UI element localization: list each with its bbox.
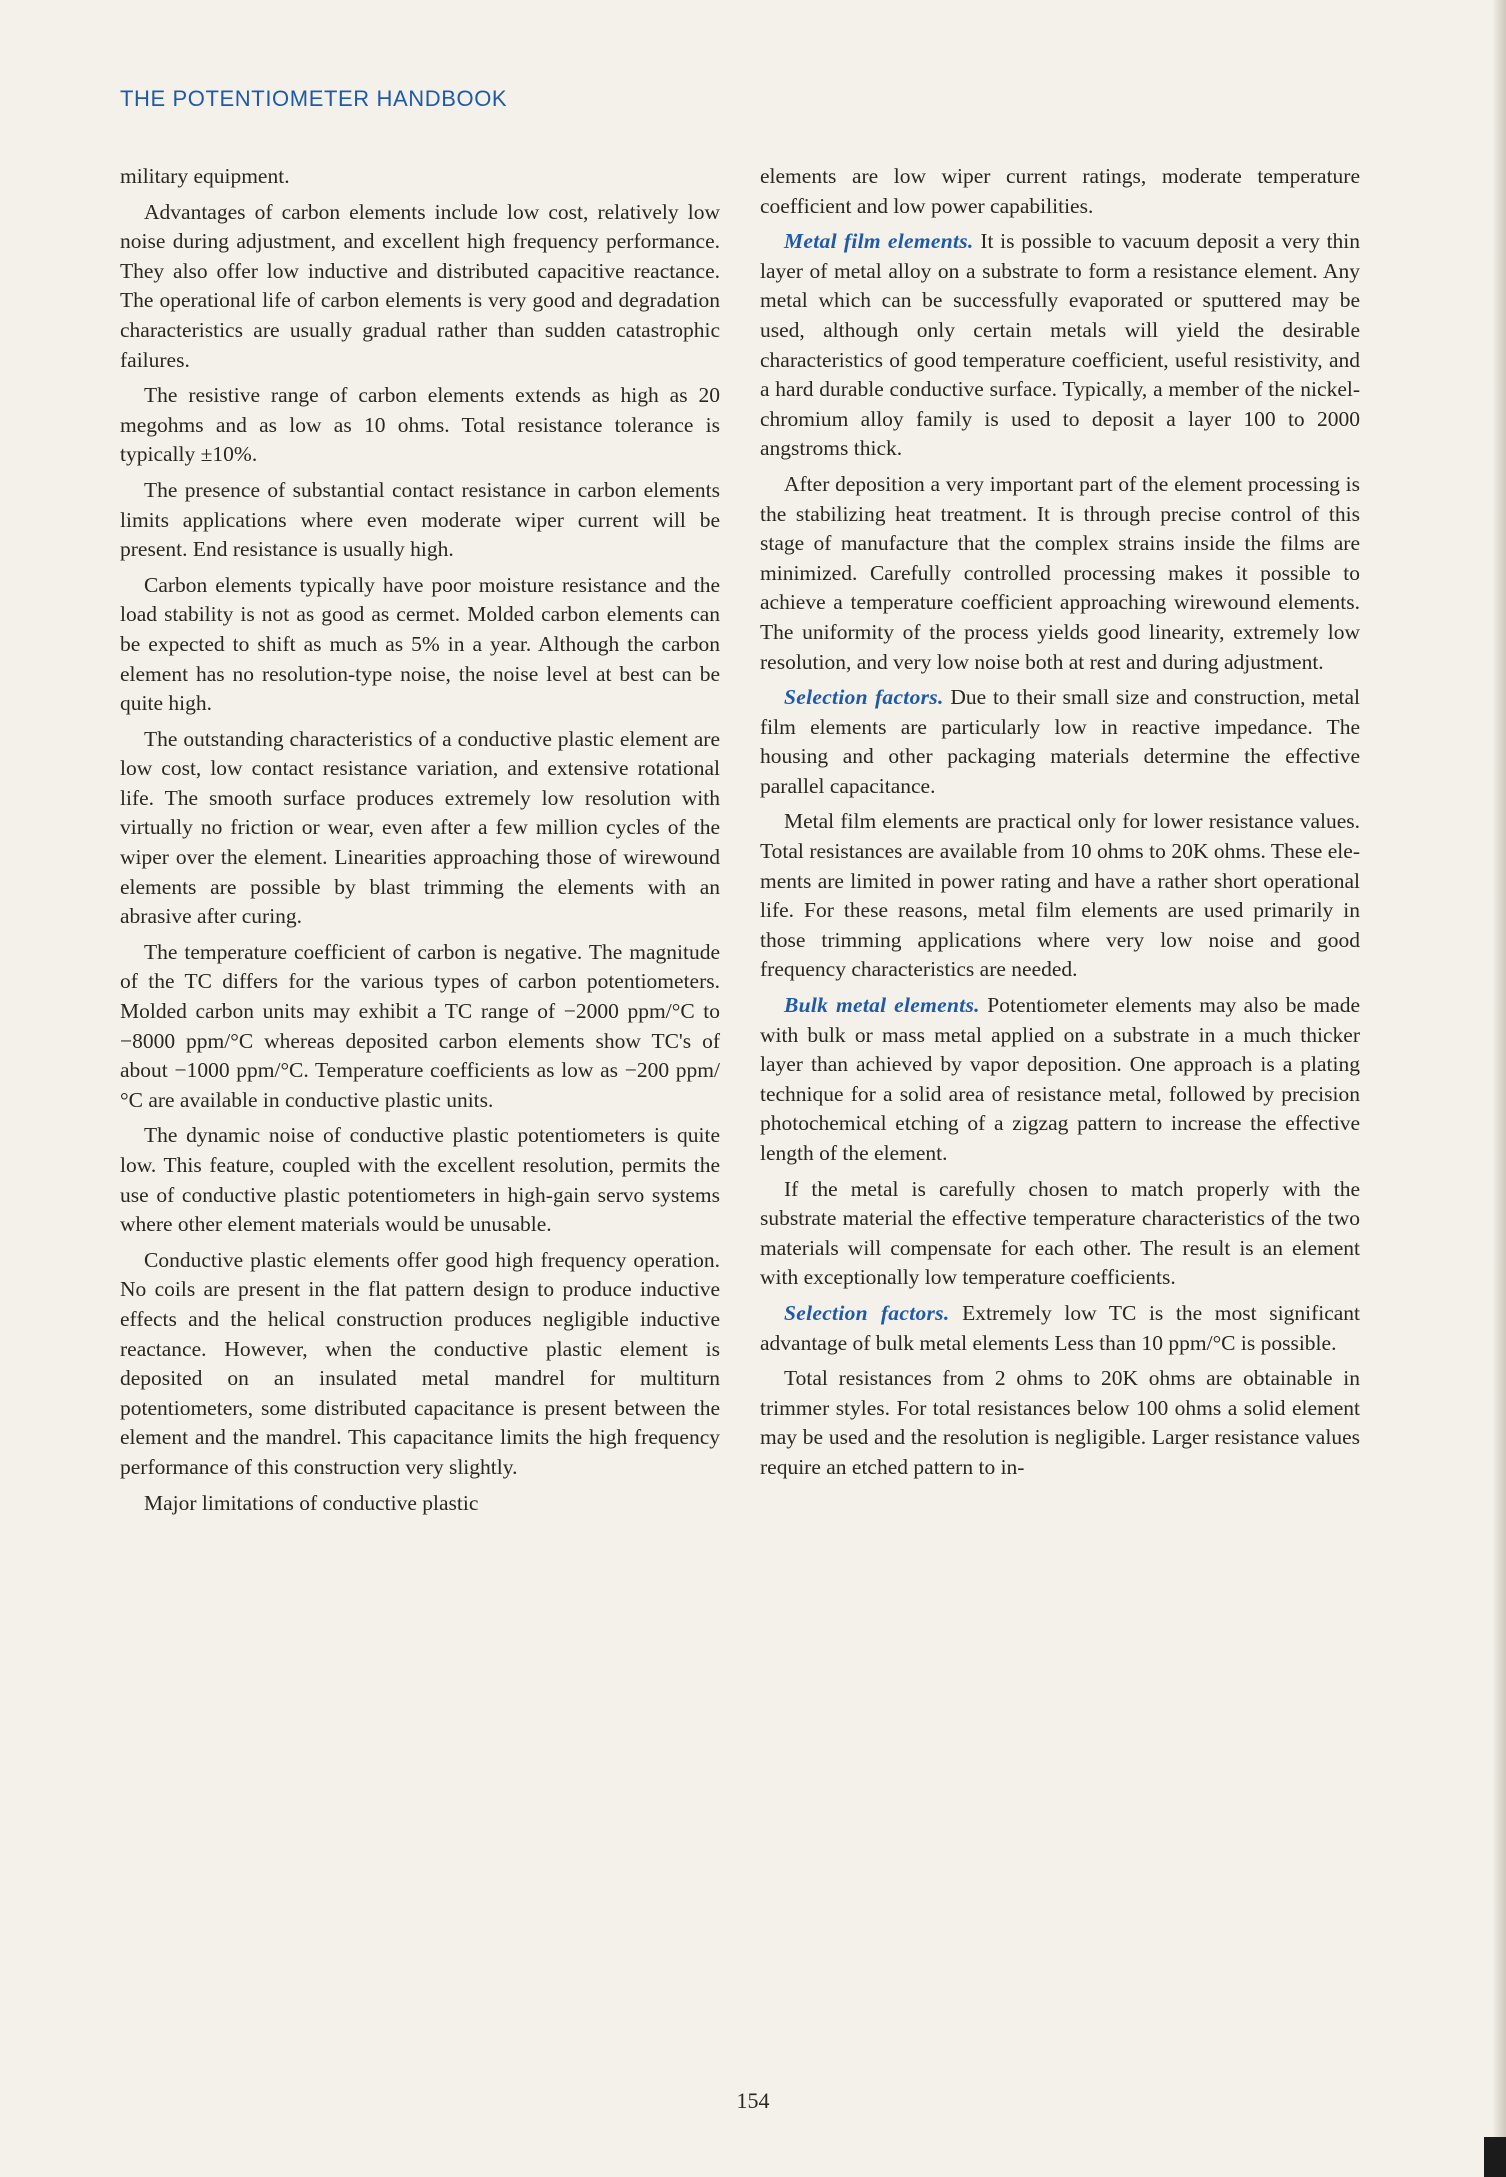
right-column <box>760 162 1360 1489</box>
paragraph: Metal film elements are practical only for lower resistance values. Total resistances are available from 10 ohms to 20K ohms. These elements are limited in power rating and have a rather short operational life. For these reasons, metal film elements are used primarily in those trimming applications where very low noise and good frequency characteristics are needed. <box>760 809 1360 982</box>
paragraph <box>760 227 1360 464</box>
corner-mark <box>1484 2137 1506 2177</box>
paragraph: The presence of substantial contact resistance in carbon elements limits applications where even moderate wiper current will be present. End resistance is usually high. <box>120 477 720 562</box>
page-number: 154 <box>736 2088 770 2113</box>
subheading-bulk-metal: Bulk metal elements. <box>784 993 980 1018</box>
paragraph: The dynamic noise of conductive plastic potentiometers is quite low. This feature, coupled with the excellent resolution, permits the use of conductive plastic potentiometers in high-gain servo systems where other element materials would be unusable. <box>120 1123 720 1237</box>
paragraph <box>760 1299 1360 1358</box>
paragraph: Advantages of carbon elements include low cost, relatively low noise during adjustment, and excellent high frequency performance. They also offer low inductive and distributed capacitive reactance. The operational life of carbon elements is very good and degradation characteristics are usually gradual rather than sudden catastrophic failures. <box>120 199 720 372</box>
paragraph: military equipment. <box>120 164 290 188</box>
subheading-metal-film: Metal film elements. <box>784 229 974 254</box>
paragraph: Major limitations of conductive plastic <box>144 1490 479 1515</box>
paragraph: The outstanding characteristics of a conductive plastic element are low cost, low contact resistance variation, and extensive rotational life. The smooth surface produces extremely low resolution with virtually no friction or wear, even after a few million cycles of the wiper over the element. Linearities approaching those of wirewound elements are possible by blast trimming the elements with an abrasive after curing. <box>120 726 720 929</box>
paragraph: The temperature coefficient of carbon is negative. The magnitude of the TC differs for the various types of carbon potentiometers. Molded carbon units may exhibit a TC range of −2000 ppm/°C to −8000 ppm/°C whereas deposited carbon elements show TC's of about −1000 ppm/°C. Temperature coefficients as low as −200 ppm/°C are available in conductive plastic units. <box>120 939 720 1112</box>
paragraph-text: Extremely low TC is the most significant advantage of bulk metal elements Less than 10 ppm/°C is possible. <box>760 1300 1361 1355</box>
page-edge-shadow <box>1492 0 1506 2177</box>
paragraph: elements are low wiper current ratings, moderate temperature coefficient and low power capabilities. <box>760 164 1360 218</box>
paragraph-text: It is possible to vacuum deposit a very thin layer of metal alloy on a substrate to form a resistance element. Any metal which can be successfully evaporated or sputtered may be used, although only certain metals will yield the desirable characteristics of good temperature coefficient, useful resistivity, and a hard durable conductive surface. Typically, a member of the nickel-chromium alloy family is used to deposit a layer 100 to 2000 angstroms thick. <box>760 229 1361 461</box>
subheading-selection-factors: Selection factors. <box>784 1300 950 1325</box>
paragraph: Total resistances from 2 ohms to 20K ohms are obtainable in trimmer styles. For total resistances below 100 ohms a solid element may be used and the resolution is negligible. Larger resistance values require an etched pattern to in- <box>760 1366 1360 1479</box>
paragraph: The resistive range of carbon elements extends as high as 20 megohms and as low as 10 ohms. Total resistance tolerance is typically ±10%. <box>120 383 720 467</box>
paragraph <box>760 683 1360 801</box>
paragraph: If the metal is carefully chosen to match properly with the substrate material the effective temperature characteristics of the two materials will compensate for each other. The result is an element with exceptionally low temperature coefficients. <box>760 1176 1360 1290</box>
paragraph: After deposition a very important part of the element processing is the stabilizing heat treatment. It is through precise control of this stage of manufacture that the complex strains inside the films are minimized. Carefully controlled processing makes it possible to achieve a temperature coefficient approaching wirewound elements. The uniformity of the process yields good linearity, extremely low resolution, and very low noise both at rest and during adjustment. <box>760 471 1360 674</box>
paragraph: Carbon elements typically have poor moisture resistance and the load stability is not as good as cermet. Molded carbon elements can be expected to shift as much as 5% in a year. Although the carbon element has no resolution-type noise, the noise level at best can be quite high. <box>120 572 720 716</box>
paragraph: Conductive plastic elements offer good high frequency operation. No coils are present in the flat pattern design to produce inductive effects and the helical construction produces negligible inductive reactance. However, when the conductive plastic element is deposited on an insulated metal mandrel for multiturn potentiometers, some distributed capacitance is present between the element and the mandrel. This capacitance limits the high frequency performance of this construction very slightly. <box>120 1247 720 1479</box>
left-column <box>120 162 720 1524</box>
running-head: THE POTENTIOMETER HANDBOOK <box>120 86 508 111</box>
paragraph <box>760 991 1360 1169</box>
paragraph-text: Potentiometer elements may also be made with bulk or mass metal applied on a substrate in a much thicker layer than achieved by vapor deposition. One approach is a plating technique for a solid area of resistance metal, followed by precision photochemical etching of a zigzag pattern to increase the effective length of the element. <box>760 993 1361 1165</box>
subheading-selection-factors: Selection factors. <box>784 685 944 710</box>
paragraph-text: Due to their small size and construction, metal film elements are particularly low in reactive impedance. The housing and other packaging materials determine the effective parallel capacitance. <box>760 685 1360 798</box>
